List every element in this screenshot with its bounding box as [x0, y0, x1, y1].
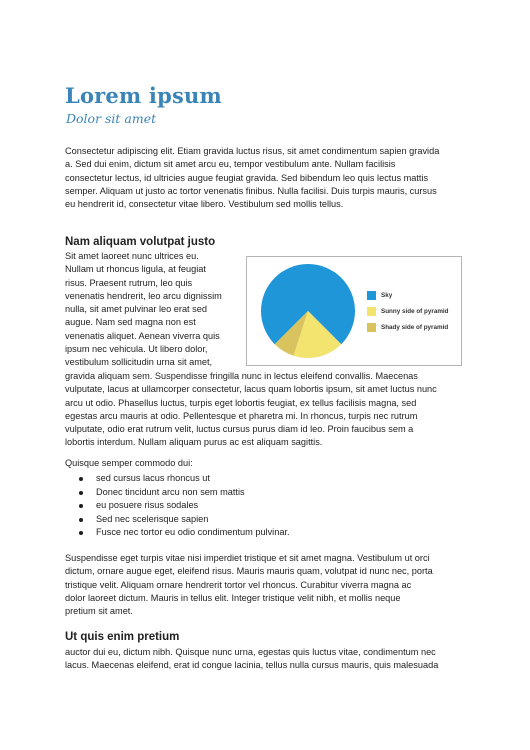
text-line: vulputate, lacus at ullamcorper consectetur, lacus quam lobortis ipsum, sit amet luctus nunc: [65, 384, 437, 395]
text-line: tristique velit. Aliquam ornare hendrerit tortor vel rhoncus. Curabitur viverra magna ac: [65, 579, 412, 590]
text-line: a. Sed dui enim, dictum sit amet arcu eu, tempor vestibulum ante. Nullam facilisis: [65, 159, 396, 170]
text-line: ipsum nec vehicula. Ut libero dolor,: [65, 344, 208, 355]
text-line: Nullam ut rhoncus ligula, at feugiat: [65, 264, 206, 275]
text-line: nulla, sit amet pulvinar leo erat sed: [65, 304, 207, 315]
legend-label: Sunny side of pyramid: [381, 308, 449, 315]
legend-item: [367, 291, 392, 300]
legend-swatch: [367, 323, 376, 332]
intro-paragraph: [65, 145, 439, 211]
wrapped-paragraph-side: [65, 250, 222, 370]
text-line: venenatis aliquet. Aenean viverra quis: [65, 330, 220, 341]
text-line: pretium sit amet.: [65, 606, 133, 617]
legend-label: Sky: [381, 292, 393, 299]
text-line: lobortis interdum. Nullam aliquam purus ac est aliquam sagittis.: [65, 437, 323, 448]
text-line: Suspendisse eget turpis vitae nisi imperdiet tristique et sit amet magna. Vestibulum ut orci: [65, 553, 430, 563]
legend-label: Shady side of pyramid: [381, 324, 449, 331]
text-line: dolor laoreet dictum. Mauris in tellus elit. Integer tristique velit nibh, et mollis neque: [65, 592, 401, 603]
list-item: Sed nec scelerisque sapien: [78, 513, 290, 527]
text-line: Sit amet laoreet nunc ultrices eu.: [65, 251, 199, 261]
text-line: augue. Nam sed magna non est: [65, 317, 196, 328]
paragraph-3: [65, 552, 433, 618]
text-line: dictum, ornare augue eget, eleifend risus. Mauris mauris quam, volutpat id nunc nec, porta: [65, 566, 433, 577]
list-item: Fusce nec tortor eu odio condimentum pulvinar.: [78, 526, 290, 540]
text-line: risus. Praesent rutrum, leo quis: [65, 277, 193, 288]
text-line: auctor dui eu, dictum nibh. Quisque nunc urna, egestas quis luctus vitae, condimentum nec: [65, 647, 436, 657]
text-line: egestas arcu mauris at odio. Pellentesque et pharetra mi. In rhoncus, turpis nec rutrum: [65, 410, 418, 421]
legend-item: [367, 307, 449, 316]
text-line: lacus. Maecenas eleifend, erat id congue lacinia, tellus nulla cursus mauris, quis malesuada: [65, 660, 439, 671]
text-line: gravida aliquam sem. Suspendisse fringilla nunc in lectus eleifend convallis. Maecenas: [65, 371, 418, 381]
document-title: Lorem ipsum: [65, 83, 222, 108]
text-line: vestibulum sollicitudin urna sit amet,: [65, 357, 213, 368]
pie-chart-plot: [253, 257, 363, 365]
list-intro: Quisque semper commodo dui:: [65, 458, 193, 468]
section-heading: Nam aliquam volutpat justo: [65, 236, 216, 248]
text-line: venenatis hendrerit, leo arcu dignissim: [65, 290, 222, 301]
text-line: semper. Aliquam ut justo ac tortor venenatis finibus. Nulla facilisi. Duis turpis mauris, cursus: [65, 185, 437, 196]
pie-chart: [246, 256, 462, 366]
legend-swatch: [367, 307, 376, 316]
list-item: eu posuere risus sodales: [78, 499, 290, 513]
legend-item: [367, 323, 448, 332]
legend-swatch: [367, 291, 376, 300]
text-line: vulputate, odio erat rutrum velit, luctus cursus purus diam id leo. Proin faucibus sem a: [65, 424, 414, 435]
section-2-paragraph: [65, 646, 438, 673]
text-line: arcu ut odio. Phasellus luctus, turpis eget lobortis feugiat, ex tellus facilisis magna, sed: [65, 397, 417, 408]
list-item: sed cursus lacus rhoncus ut: [78, 472, 290, 486]
document-subtitle: Dolor sit amet: [66, 111, 157, 126]
list-item: Donec tincidunt arcu non sem mattis: [78, 486, 290, 500]
text-line: Consectetur adipiscing elit. Etiam gravida luctus risus, sit amet condimentum sapien gravida: [65, 146, 440, 156]
text-line: consectetur lectus, id ultricies augue feugiat gravida. Sed bibendum leo quis lectus mattis: [65, 172, 429, 183]
bullet-list: [78, 472, 290, 540]
text-line: eu hendrerit id, consectetur vitae libero. Vestibulum sed mollis tellus.: [65, 199, 344, 210]
section-heading: Ut quis enim pretium: [65, 631, 180, 643]
wrapped-paragraph-full: [65, 370, 437, 450]
